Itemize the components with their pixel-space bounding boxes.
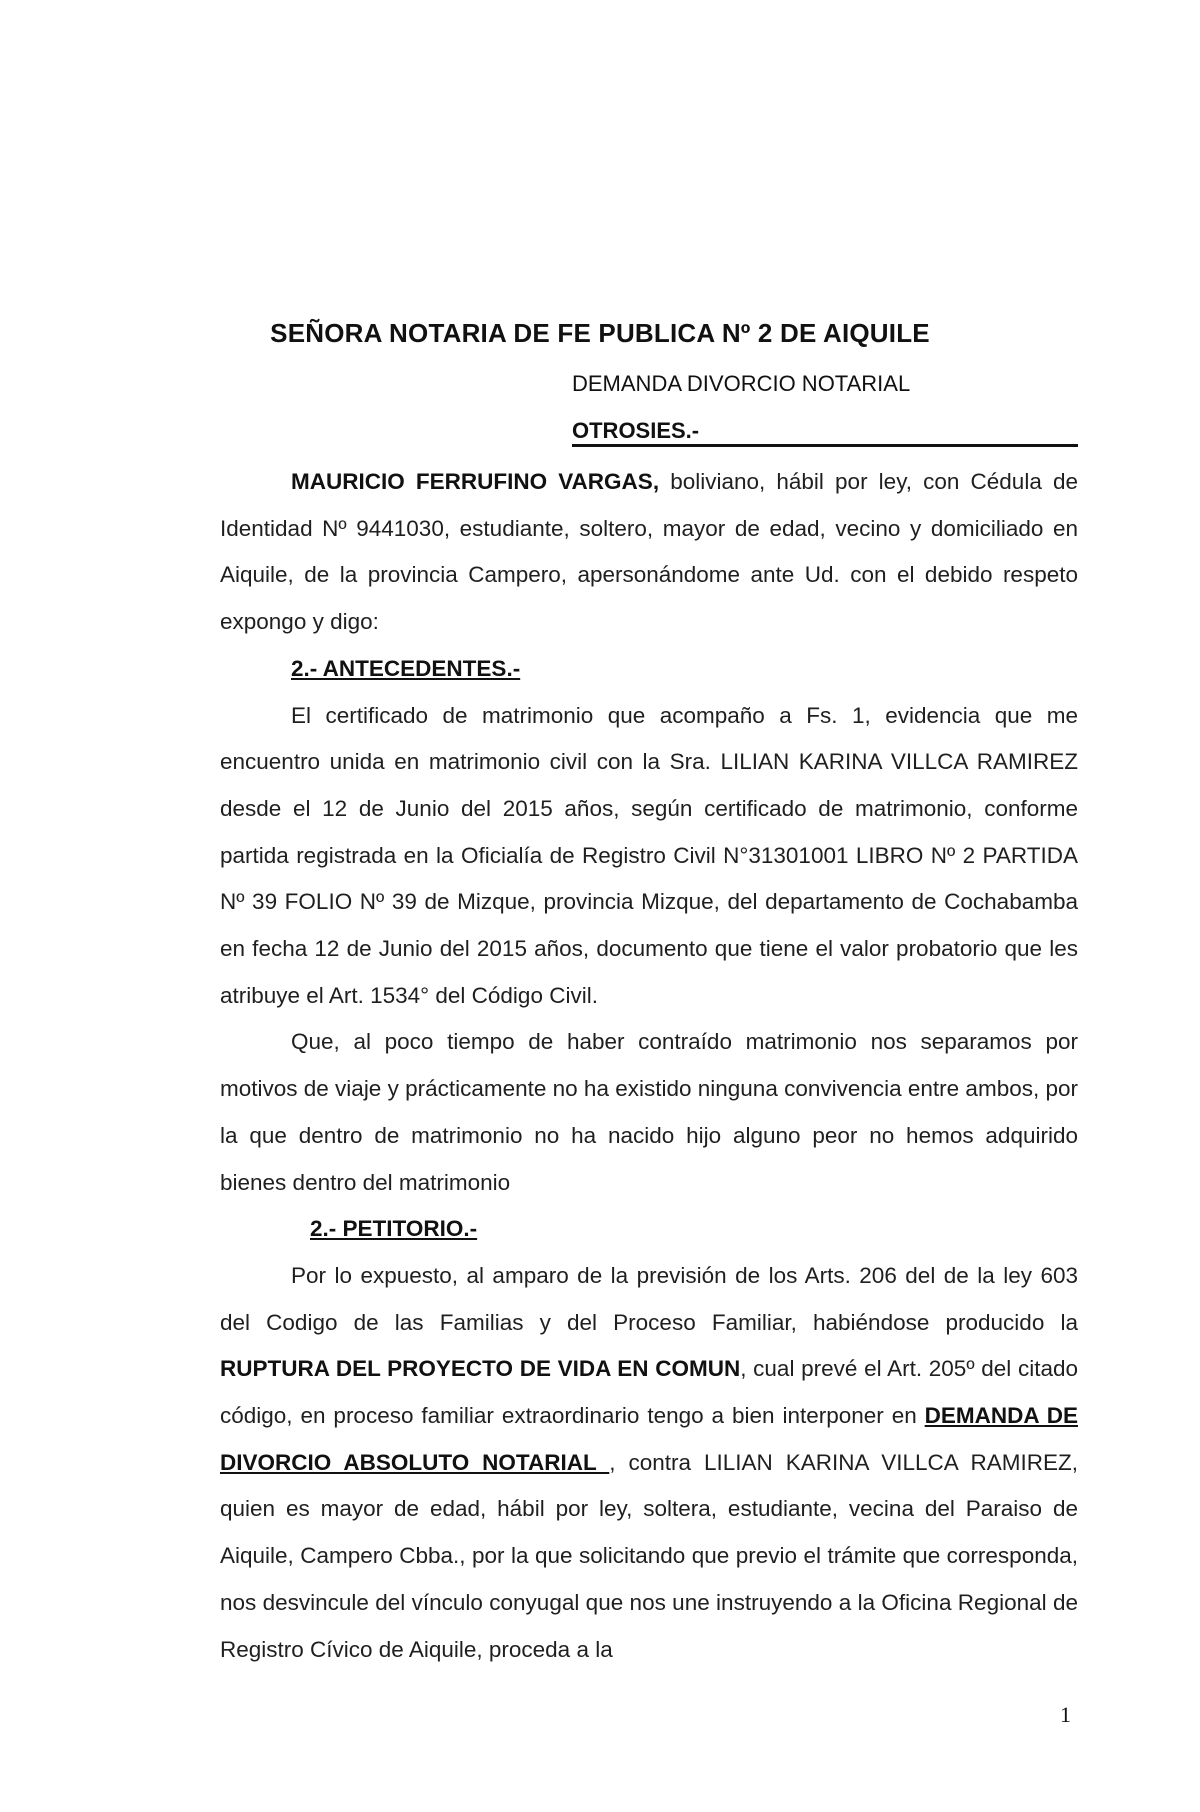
petitorio-text-3: , contra LILIAN KARINA VILLCA RAMIREZ, quien es mayor de edad, hábil por ley, soltera, estudiante, vecina del Paraiso de Aiquile, Campero Cbba., por la que solicitando que previo el trámite que corresponda, nos desvincule del vínculo conyugal que nos une instruyendo a la Oficina Regional de Registro Cívico de Aiquile, proceda a la (220, 1449, 1078, 1662)
antecedentes-paragraph-2: Que, al poco tiempo de haber contraído matrimonio nos separamos por motivos de viaje y prácticamente no ha existido ninguna convivencia entre ambos, por la que dentro de matrimonio no ha nacido hijo alguno peor no hemos adquirido bienes dentro del matrimonio (220, 1029, 1078, 1195)
reference-underline (572, 444, 1078, 447)
reference-line-otrosies: OTROSIES.- (572, 418, 700, 443)
petitorio-text-1: Por lo expuesto, al amparo de la previsión de los Arts. 206 del de la ley 603 del Codigo de las Familias y del Proceso Familiar, habiéndose producido la (220, 1262, 1078, 1335)
section-heading-petitorio: 2.- PETITORIO.- (310, 1216, 478, 1242)
document-body (220, 459, 1078, 1673)
antecedentes-paragraph-1: El certificado de matrimonio que acompaño a Fs. 1, evidencia que me encuentro unida en matrimonio civil con la Sra. LILIAN KARINA VILLCA RAMIREZ desde el 12 de Junio del 2015 años, según certificado de matrimonio, conforme partida registrada en la Oficialía de Registro Civil N°31301001 LIBRO Nº 2 PARTIDA Nº 39 FOLIO Nº 39 de Mizque, provincia Mizque, del departamento de Cochabamba en fecha 12 de Junio del 2015 años, documento que tiene el valor probatorio que les atribuye el Art. 1534° del Código Civil. (220, 702, 1078, 1008)
intro-paragraph (220, 459, 1078, 646)
petitorio-bold-ruptura: RUPTURA DEL PROYECTO DE VIDA EN COMUN (220, 1356, 741, 1382)
petitorio-text-2: , cual prevé el Art. 205º del citado código, en proceso familiar extraordinario tengo a bien interponer en (220, 1356, 1078, 1429)
section-heading-antecedentes: 2.- ANTECEDENTES.- (291, 655, 521, 681)
reference-line-demand: DEMANDA DIVORCIO NOTARIAL (572, 371, 911, 396)
petitorio-bold-demanda: DEMANDA DE DIVORCIO ABSOLUTO NOTARIAL (220, 1403, 1078, 1475)
document-title: SEÑORA NOTARIA DE FE PUBLICA Nº 2 DE AIQUILE (270, 318, 930, 348)
plaintiff-name: MAURICIO FERRUFINO VARGAS, (291, 469, 660, 494)
page-number: 1 (1060, 1702, 1071, 1727)
petitorio-paragraph (220, 1253, 1078, 1673)
intro-text: boliviano, hábil por ley, con Cédula de Identidad Nº 9441030, estudiante, soltero, mayor de edad, vecino y domiciliado en Aiquile, de la provincia Campero, apersonándome ante Ud. con el debido respeto expongo y digo: (220, 469, 1078, 635)
